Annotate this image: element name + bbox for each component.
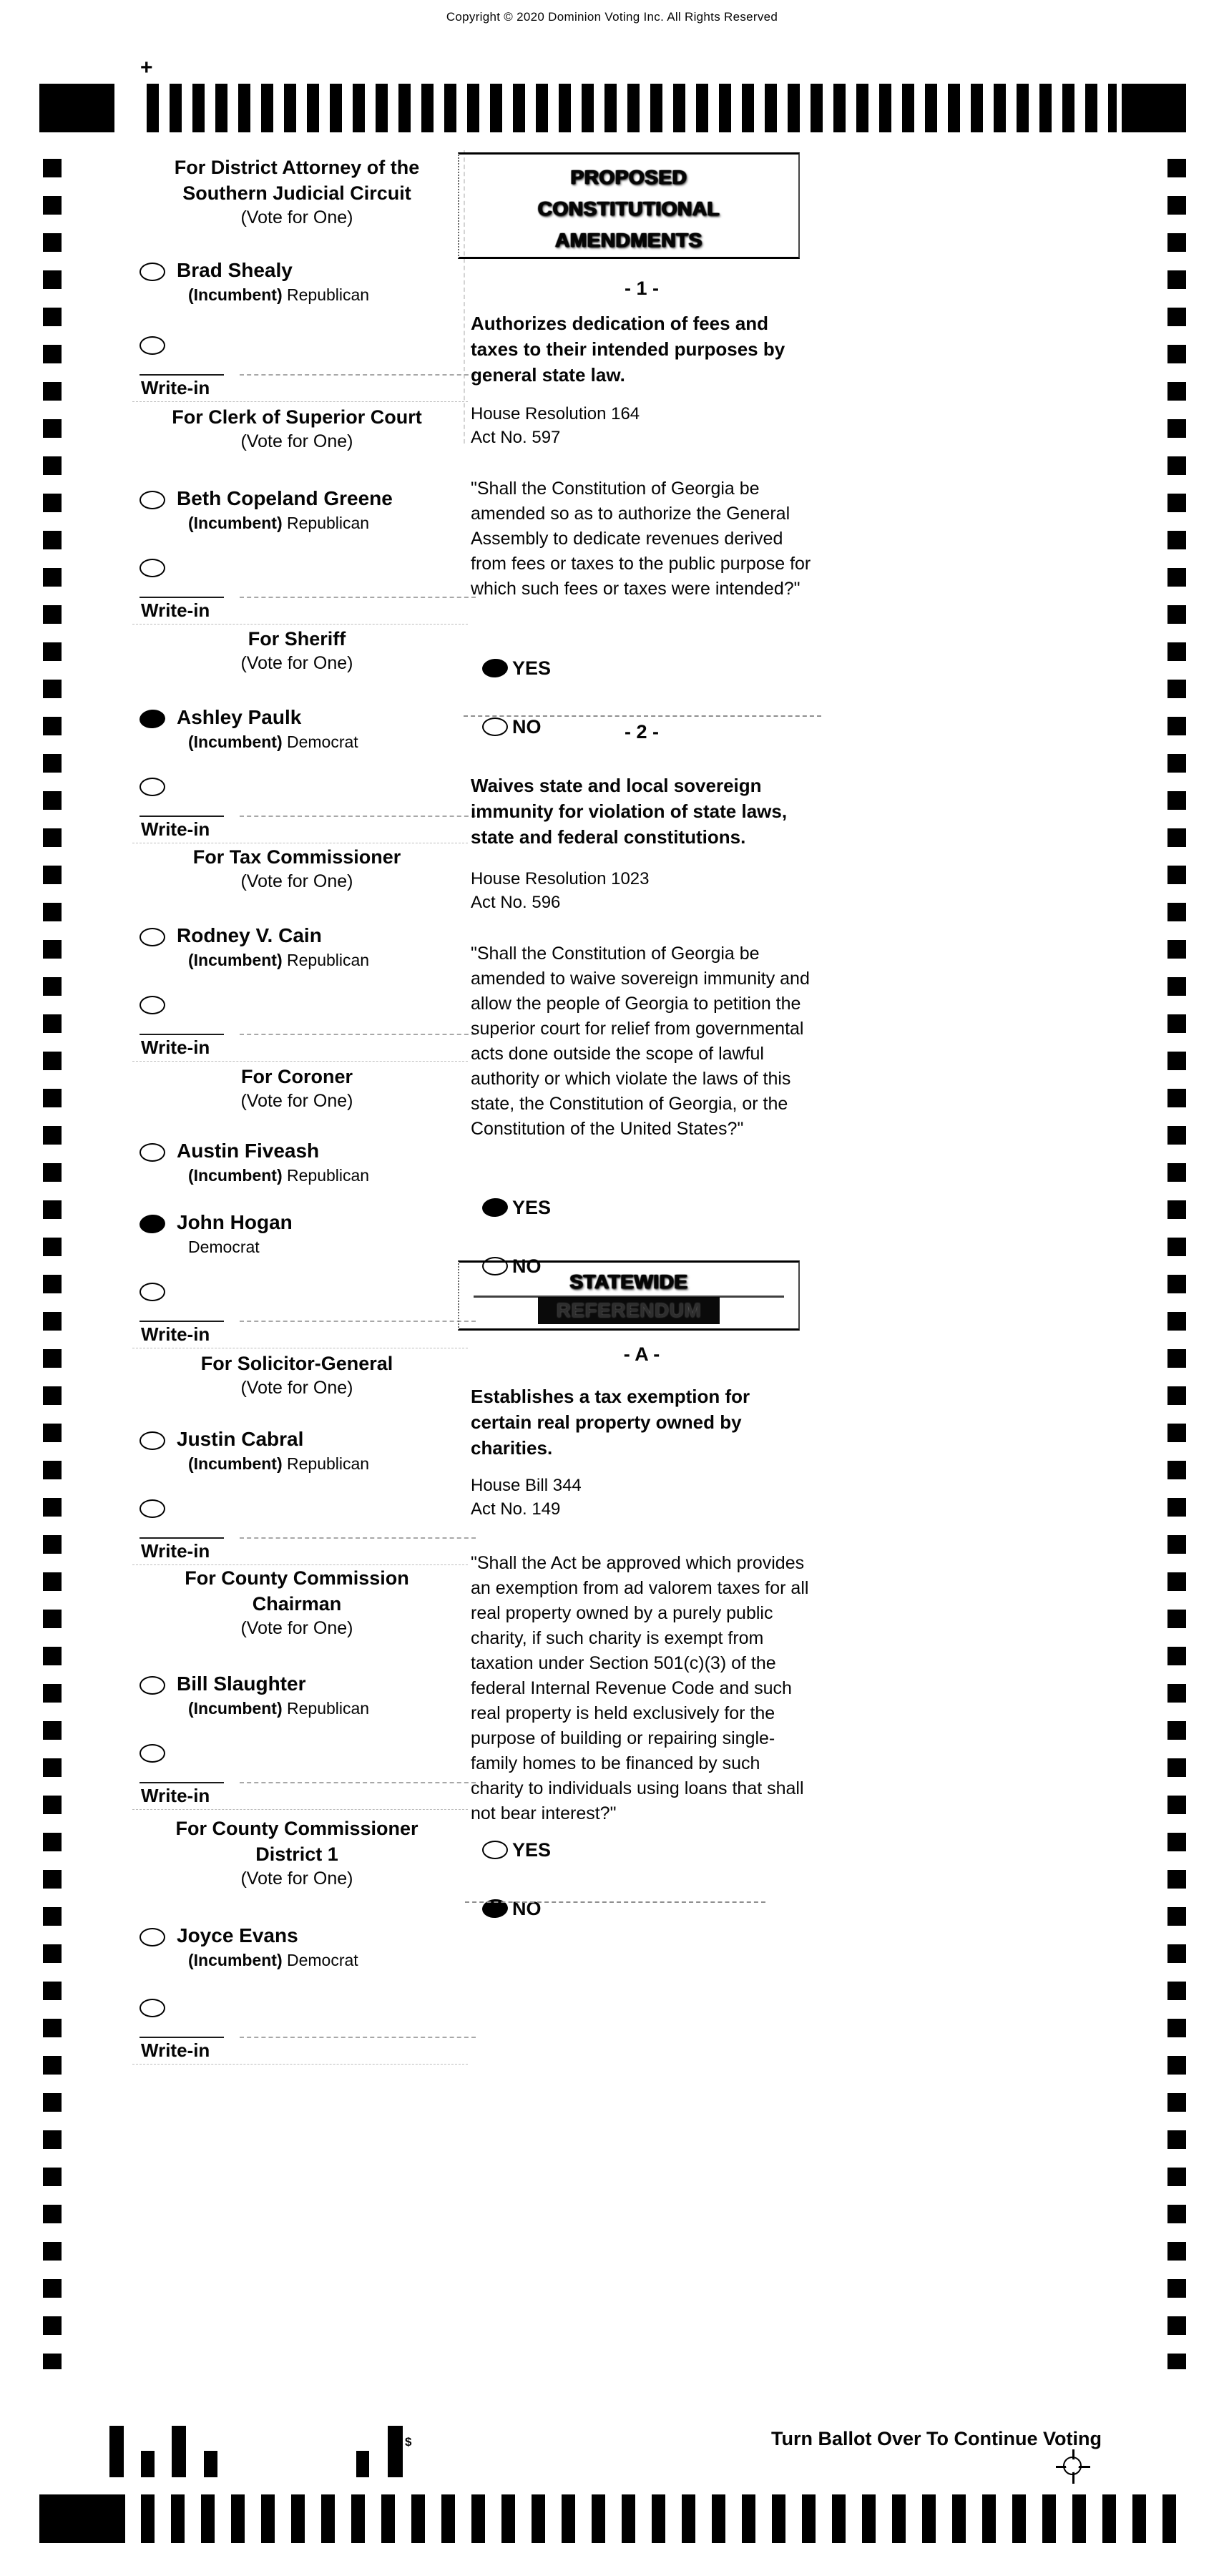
write-in-line xyxy=(132,2037,461,2038)
contest-sheriff xyxy=(132,626,461,843)
candidate-party xyxy=(177,285,461,305)
contest-title: For Tax Commissioner xyxy=(192,846,401,868)
contest-title: For Coroner xyxy=(240,1066,353,1087)
contest-title: For County Commissioner xyxy=(175,1818,418,1839)
measure-number: - 1 - xyxy=(624,278,659,299)
measure-summary: Authorizes dedication of fees and taxes to their intended purposes by general state law. xyxy=(471,313,785,386)
write-in-oval[interactable] xyxy=(139,559,165,577)
vote-for-instruction: (Vote for One) xyxy=(240,653,353,673)
incumbent-label: (Incumbent) xyxy=(188,285,283,304)
candidate-row xyxy=(132,924,461,970)
statewide-referendum-header-box xyxy=(458,1260,800,1331)
candidate-name: Joyce Evans xyxy=(177,1924,298,1946)
fill-oval[interactable] xyxy=(139,1431,165,1450)
candidate-name: Rodney V. Cain xyxy=(177,924,322,946)
candidate-row xyxy=(132,1428,461,1474)
measure-summary: Establishes a tax exemption for certain real property owned by charities. xyxy=(471,1386,750,1459)
fill-oval[interactable] xyxy=(139,1676,165,1695)
measure-references xyxy=(471,402,813,449)
contest-county-commissioner-district-1 xyxy=(132,1816,461,2065)
measure-question: "Shall the Act be approved which provides an exemption from ad valorem taxes for all real property owned by a purely public charity, if such charity is exempt from taxation under Section 501(c)(3) of the federal Internal Revenue Code and such real property is held exclusively for the purpose of building or repairing single-family homes to be financed by such charity to individuals using loans that shall not bear interest?" xyxy=(471,1553,809,1823)
ballot-barcode xyxy=(107,2426,422,2477)
contest-district-attorney xyxy=(132,155,461,402)
fill-oval[interactable] xyxy=(139,928,165,946)
contest-title-line2: Chairman xyxy=(252,1593,342,1615)
candidate-name: Justin Cabral xyxy=(177,1428,304,1450)
candidate-name: Brad Shealy xyxy=(177,259,293,281)
candidate-party xyxy=(177,1237,461,1257)
timing-block-top-left xyxy=(39,84,114,132)
fill-oval[interactable] xyxy=(139,491,165,509)
write-in-line xyxy=(132,597,461,598)
vote-for-instruction: (Vote for One) xyxy=(240,1378,353,1398)
timing-marks-left-column xyxy=(43,159,62,2369)
party-name: Republican xyxy=(287,514,370,532)
write-in-label: Write-in xyxy=(141,1785,210,1806)
vote-for-instruction: (Vote for One) xyxy=(240,431,353,451)
write-in-line xyxy=(132,1321,461,1322)
yes-label: YES xyxy=(512,1197,552,1218)
party-name: Democrat xyxy=(287,733,358,751)
party-name: Republican xyxy=(287,951,370,969)
write-in-line xyxy=(132,816,461,817)
vote-for-instruction: (Vote for One) xyxy=(240,207,353,227)
timing-block-top-right xyxy=(1122,84,1186,132)
registration-plus-mark: + xyxy=(140,56,153,79)
no-label: NO xyxy=(512,716,542,738)
reference-line: Act No. 596 xyxy=(471,893,561,912)
write-in-oval[interactable] xyxy=(139,996,165,1014)
measure-references xyxy=(471,1474,813,1521)
measure-number: - 2 - xyxy=(624,721,659,743)
write-in-line xyxy=(132,1537,461,1539)
write-in-row xyxy=(132,996,461,1062)
incumbent-label: (Incumbent) xyxy=(188,1951,283,1969)
reference-line: House Resolution 1023 xyxy=(471,869,650,888)
sheet-mark: $ xyxy=(405,2435,412,2449)
contest-tax-commissioner xyxy=(132,844,461,1062)
header-line: REFERENDUM xyxy=(538,1297,720,1324)
scan-smear-artifact xyxy=(474,1296,784,1298)
scan-artifact-line xyxy=(132,1809,468,1810)
candidate-row xyxy=(132,1924,461,1970)
vote-for-instruction: (Vote for One) xyxy=(240,1869,353,1889)
header-line: AMENDMENTS xyxy=(555,229,702,251)
candidate-party xyxy=(177,732,461,752)
no-label: NO xyxy=(512,1898,542,1919)
reference-line: Act No. 149 xyxy=(471,1499,561,1519)
contest-county-commission-chairman xyxy=(132,1565,461,1810)
candidate-row xyxy=(132,1673,461,1718)
referendum-a xyxy=(471,1343,813,1919)
candidate-party xyxy=(177,1454,461,1474)
registration-target-icon xyxy=(1056,2449,1090,2484)
write-in-row xyxy=(132,1744,461,1810)
reference-line: House Bill 344 xyxy=(471,1476,582,1495)
party-name: Democrat xyxy=(287,1951,358,1969)
contest-title: For Solicitor-General xyxy=(200,1353,393,1374)
reference-line: House Resolution 164 xyxy=(471,404,640,423)
candidate-name: John Hogan xyxy=(177,1211,293,1233)
no-label: NO xyxy=(512,1255,542,1277)
incumbent-label: (Incumbent) xyxy=(188,1699,283,1718)
incumbent-label: (Incumbent) xyxy=(188,514,283,532)
yes-choice-row xyxy=(471,1838,854,1863)
timing-mark-row-bottom xyxy=(141,2494,1193,2543)
vote-for-instruction: (Vote for One) xyxy=(240,871,353,891)
candidate-party xyxy=(177,1165,461,1185)
yes-oval[interactable] xyxy=(481,658,509,678)
section-divider-artifact xyxy=(464,715,821,717)
incumbent-label: (Incumbent) xyxy=(188,1454,283,1473)
incumbent-label: (Incumbent) xyxy=(188,951,283,969)
amendment-1 xyxy=(471,278,813,738)
yes-label: YES xyxy=(512,1839,552,1861)
write-in-label: Write-in xyxy=(141,1540,210,1562)
party-name: Republican xyxy=(287,1699,370,1718)
write-in-oval[interactable] xyxy=(139,336,165,355)
write-in-oval[interactable] xyxy=(139,1283,165,1301)
fill-oval[interactable] xyxy=(139,709,166,729)
amendment-2 xyxy=(471,721,813,1277)
write-in-row xyxy=(132,1499,461,1565)
contest-title: For Clerk of Superior Court xyxy=(172,406,422,428)
scan-artifact-line xyxy=(132,2064,468,2065)
write-in-line xyxy=(132,1034,461,1035)
write-in-line xyxy=(132,374,461,376)
scan-artifact-line xyxy=(132,1061,468,1062)
scan-artifact-line xyxy=(132,401,468,402)
candidate-party xyxy=(177,513,461,533)
contest-title: For District Attorney of the xyxy=(174,157,420,178)
yes-oval[interactable] xyxy=(481,1198,509,1218)
header-line: PROPOSED xyxy=(570,166,687,188)
turn-ballot-instruction: Turn Ballot Over To Continue Voting xyxy=(771,2428,1102,2449)
timing-marks-right-column xyxy=(1167,159,1186,2369)
yes-choice-row xyxy=(471,1196,854,1220)
vote-for-instruction: (Vote for One) xyxy=(240,1618,353,1638)
timing-mark-row-top xyxy=(147,84,1117,132)
write-in-line xyxy=(132,1782,461,1783)
contest-clerk-superior-court xyxy=(132,404,461,625)
copyright-text: Copyright © 2020 Dominion Voting Inc. All Rights Reserved xyxy=(446,10,778,24)
party-name: Republican xyxy=(287,1166,370,1185)
contest-coroner xyxy=(132,1064,461,1348)
candidate-party xyxy=(177,950,461,970)
party-name: Democrat xyxy=(188,1238,260,1256)
candidate-name: Austin Fiveash xyxy=(177,1140,320,1162)
candidate-row xyxy=(132,1140,461,1185)
yes-choice-row xyxy=(471,657,854,681)
party-name: Republican xyxy=(287,285,370,304)
fill-oval[interactable] xyxy=(139,1143,165,1162)
proposed-amendments-header-box xyxy=(458,152,800,259)
reference-line: Act No. 597 xyxy=(471,428,561,447)
contest-title-line2: District 1 xyxy=(255,1843,338,1865)
incumbent-label: (Incumbent) xyxy=(188,733,283,751)
write-in-label: Write-in xyxy=(141,818,210,840)
vote-for-instruction: (Vote for One) xyxy=(240,1091,353,1111)
write-in-label: Write-in xyxy=(141,1037,210,1058)
write-in-row xyxy=(132,559,461,625)
end-of-measure-artifact xyxy=(465,1901,765,1903)
write-in-label: Write-in xyxy=(141,377,210,398)
candidate-name: Beth Copeland Greene xyxy=(177,487,393,509)
contest-title: For Sheriff xyxy=(248,628,346,650)
write-in-row xyxy=(132,1999,461,2065)
measure-question: "Shall the Constitution of Georgia be amended to waive sovereign immunity and allow the people of Georgia to petition the superior court for relief from governmental acts done outside the scope of lawful authority or which violate the laws of this state, the Constitution of Georgia, or the Constitution of the United States?" xyxy=(471,944,810,1139)
candidate-party xyxy=(177,1950,461,1970)
header-line: STATEWIDE xyxy=(569,1270,688,1293)
candidate-name: Bill Slaughter xyxy=(177,1673,306,1695)
candidate-name: Ashley Paulk xyxy=(177,706,302,728)
measure-references xyxy=(471,867,813,914)
write-in-oval[interactable] xyxy=(139,1744,165,1763)
write-in-label: Write-in xyxy=(141,2039,210,2061)
candidate-row xyxy=(132,706,461,752)
incumbent-label: (Incumbent) xyxy=(188,1166,283,1185)
candidate-row xyxy=(132,1211,461,1257)
write-in-row xyxy=(132,778,461,843)
write-in-row xyxy=(132,336,461,402)
measure-number: - A - xyxy=(623,1343,660,1365)
contest-title-line2: Southern Judicial Circuit xyxy=(182,182,411,204)
party-name: Republican xyxy=(287,1454,370,1473)
measure-summary: Waives state and local sovereign immunity for violation of state laws, state and federal constitutions. xyxy=(471,775,788,848)
write-in-oval[interactable] xyxy=(139,778,165,796)
timing-block-bottom-left xyxy=(39,2494,125,2543)
write-in-label: Write-in xyxy=(141,599,210,621)
write-in-label: Write-in xyxy=(141,1323,210,1345)
yes-oval[interactable] xyxy=(482,1841,508,1859)
candidate-row xyxy=(132,487,461,533)
write-in-row xyxy=(132,1283,461,1348)
candidate-row xyxy=(132,259,461,305)
contest-title: For County Commission xyxy=(185,1567,409,1589)
write-in-oval[interactable] xyxy=(139,1999,165,2017)
yes-label: YES xyxy=(512,657,552,679)
candidate-party xyxy=(177,1698,461,1718)
fill-oval[interactable] xyxy=(139,263,165,281)
measure-question: "Shall the Constitution of Georgia be amended so as to authorize the General Assembly to dedicate revenues derived from fees or taxes to the public purpose for which such fees or taxes were intended?" xyxy=(471,479,811,599)
fill-oval[interactable] xyxy=(139,1214,166,1234)
scan-artifact-line xyxy=(132,624,468,625)
write-in-oval[interactable] xyxy=(139,1499,165,1518)
contest-solicitor-general xyxy=(132,1351,461,1565)
fill-oval[interactable] xyxy=(139,1928,165,1946)
header-line: CONSTITUTIONAL xyxy=(537,197,720,220)
